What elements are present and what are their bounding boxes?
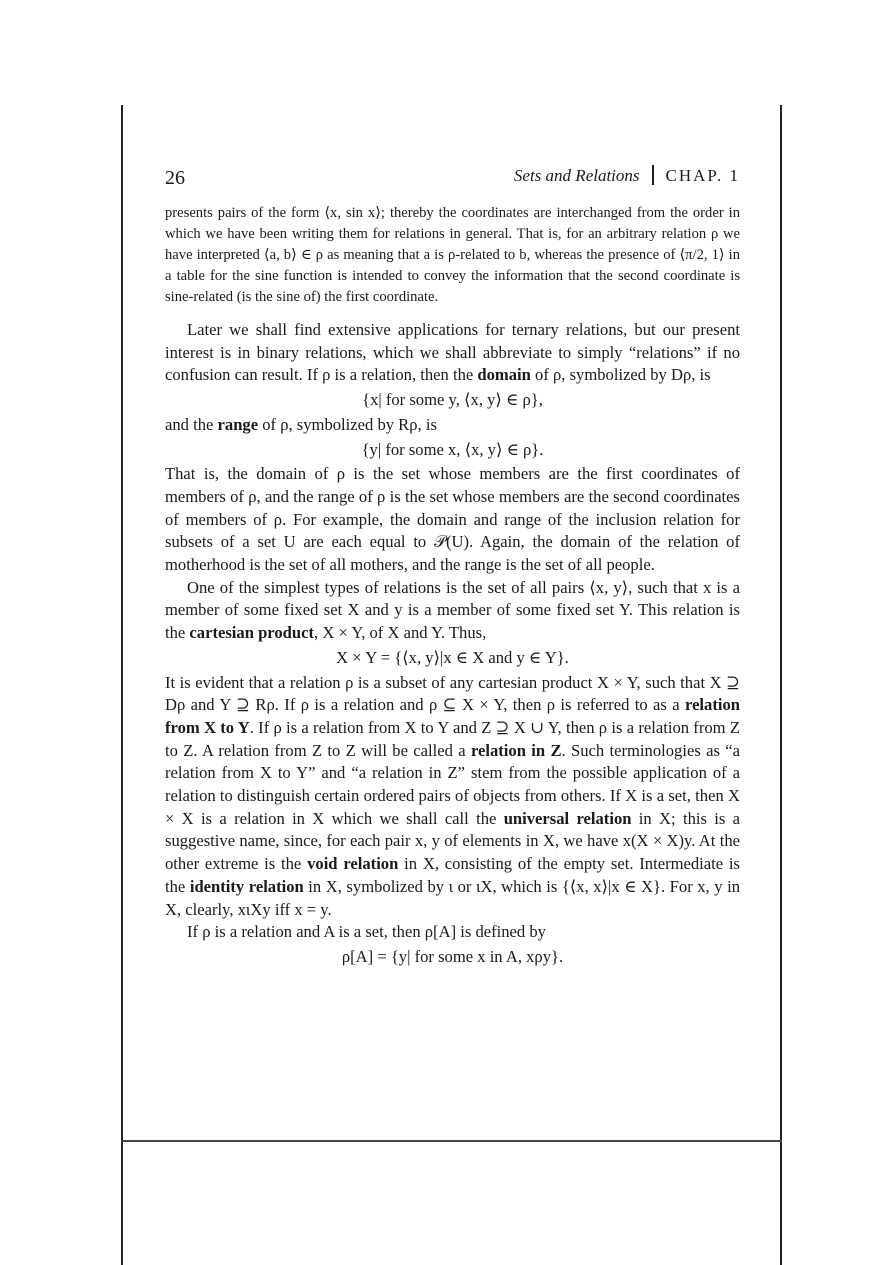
paragraph-3: and the range of ρ, symbolized by Rρ, is <box>165 414 437 434</box>
page-bottom-border <box>121 1140 782 1142</box>
term-range: range <box>217 414 259 434</box>
running-title: Sets and Relations <box>513 166 640 185</box>
term-void-relation: void relation <box>307 854 399 874</box>
header-separator <box>652 165 654 185</box>
paragraph-5: One of the simplest types of relations is the set of all pairs ⟨x, y⟩, such that x is a member of some fixed set X and y is a member of some fixed set Y. This relation is the cartesian product, X × Y, of X and Y. Thus, <box>165 577 740 643</box>
chapter-label: CHAP. 1 <box>665 166 740 185</box>
paragraph-2: Later we shall find extensive applications for ternary relations, but our present interest is in binary relations, which we shall abbreviate to simply “relations” if no confusion can result. If ρ is a relation, then the domain of ρ, symbolized by Dρ, is <box>165 320 740 385</box>
page-body <box>165 203 740 971</box>
equation-range: {y| for some x, ⟨x, y⟩ ∈ ρ}. <box>361 439 544 459</box>
paragraph-1: presents pairs of the form ⟨x, sin x⟩; thereby the coordinates are interchanged from the order in which we have been writing them for relations in general. That is, for an arbitrary relation ρ we have interpreted ⟨a, b⟩ ∈ ρ as meaning that a is ρ-related to b, whereas the presence of ⟨π/2, 1⟩ in a table for the sine function is intended to convey the information that the second coordinate is sine-related (is the sine of) the first coordinate. <box>165 205 740 305</box>
term-relation-from: relation from X to Y <box>165 695 740 737</box>
term-identity-relation: identity relation <box>189 876 304 896</box>
page-header <box>165 165 740 195</box>
paragraph-6: It is evident that a relation ρ is a subset of any cartesian product X × Y, such that X ⊇ Dρ and Y ⊇ Rρ. If ρ is a relation and ρ ⊆ X × Y, then ρ is referred to as a relation from X to Y. If ρ is a relation from X to Y and Z ⊇ X ∪ Y, then ρ is a relation from Z to Z. A relation from Z to Z will be called a relation in Z. Such terminologies as “a relation from X to Y” and “a relation in Z” stem from the possible application of a relation to distinguish certain ordered pairs of objects from others. If X is a set, then X × X is a relation in X which we shall call the universal relation in X; this is a suggestive name, since, for each pair x, y of elements in X, we have x(X × X)y. At the other extreme is the void relation in X, consisting of the empty set. Intermediate is the identity relation in X, symbolized by ι or ιX, which is {⟨x, x⟩|x ∈ X}. For x, y in X, clearly, xιXy iff x = y. <box>165 672 741 919</box>
page-right-border <box>780 105 782 1265</box>
term-domain: domain <box>477 365 531 385</box>
paragraph-7: If ρ is a relation and A is a set, then ρ[A] is defined by <box>187 922 546 942</box>
running-head <box>514 165 740 186</box>
term-relation-in: relation in Z <box>470 740 562 760</box>
term-universal-relation: universal relation <box>503 808 632 828</box>
equation-domain: {x| for some y, ⟨x, y⟩ ∈ ρ}, <box>362 390 543 410</box>
equation-image: ρ[A] = {y| for some x in A, xρy}. <box>341 946 564 966</box>
equation-cartesian: X × Y = {⟨x, y⟩|x ∈ X and y ∈ Y}. <box>336 647 569 667</box>
term-cartesian-product: cartesian product <box>189 623 315 643</box>
paragraph-4: That is, the domain of ρ is the set whose members are the first coordinates of members of ρ, and the range of ρ is the set whose members are the second coordinates of members of ρ. For example, the domain and range of the inclusion relation for subsets of a set U are each equal to 𝒫(U). Again, the domain of the relation of motherhood is the set of all mothers, and the range is the set of all people. <box>165 464 740 575</box>
page-number: 26 <box>165 167 185 189</box>
page-left-border <box>121 105 123 1265</box>
